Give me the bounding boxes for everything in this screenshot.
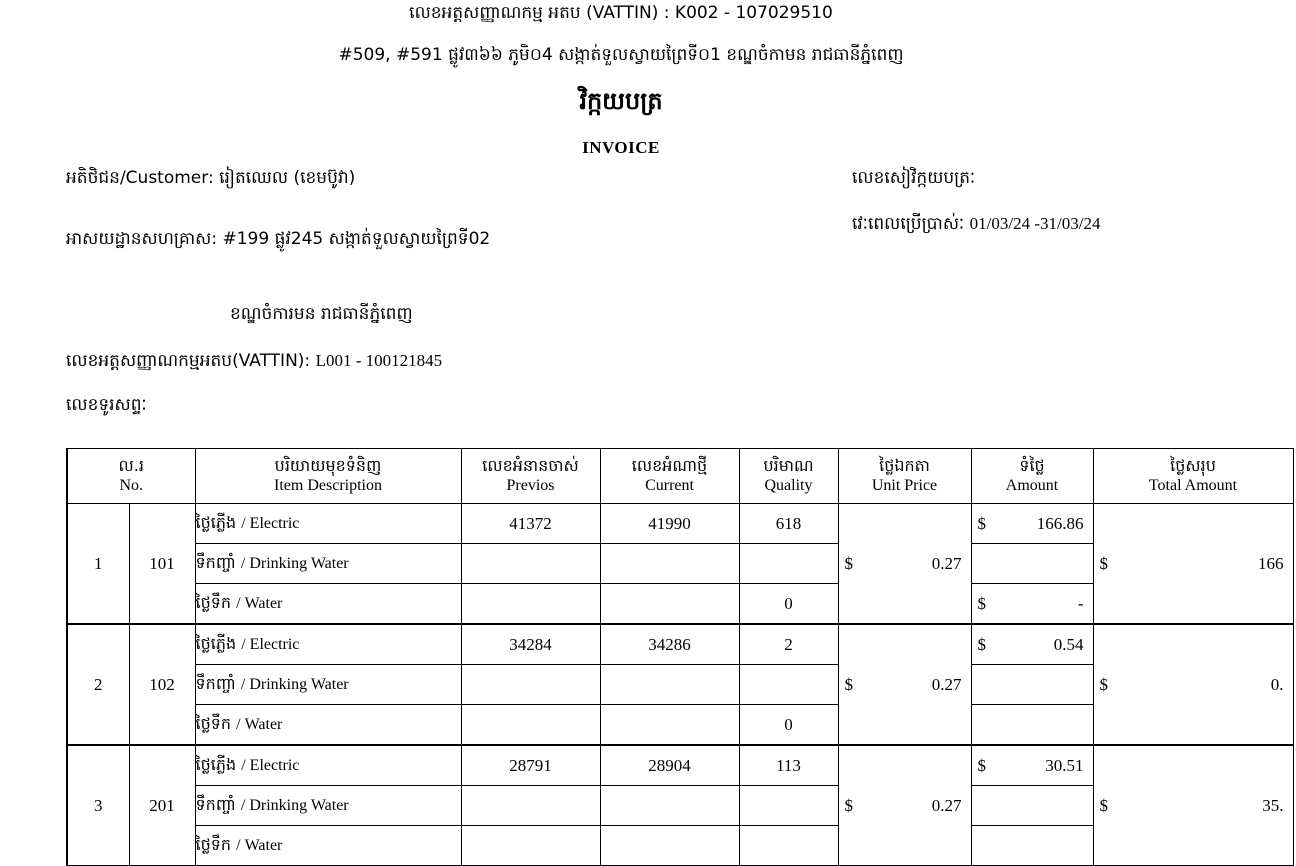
row-quality: 0 [739, 705, 838, 746]
enterprise-address-field [66, 228, 490, 253]
invoice-table-wrap [66, 448, 1296, 866]
row-amount-value: - [1077, 593, 1084, 613]
row-total-amount-value: 0. [1270, 674, 1284, 694]
col-header-quality-kh: បរិមាណ [763, 456, 814, 475]
col-header-amount-en: Amount [1005, 477, 1059, 494]
row-code: 102 [129, 624, 195, 745]
row-description-en: / Water [236, 715, 283, 733]
row-amount [971, 584, 1093, 625]
invoice-number-label: លេខសៀវិក្កយបត្រៈ [852, 168, 976, 188]
row-amount-value: 0.54 [1053, 634, 1084, 654]
customer-value: រៀតឈេល (ខេមប៊ូវា) [219, 168, 356, 188]
row-previous [461, 826, 600, 866]
row-quality [739, 665, 838, 705]
row-unit-price [838, 745, 971, 866]
row-description-en: / Electric [241, 514, 300, 532]
row-quality [739, 544, 838, 584]
customer-field [66, 167, 355, 192]
currency-symbol: $ [1099, 795, 1108, 815]
row-quality [739, 786, 838, 826]
col-header-current [600, 449, 739, 504]
col-header-current-en: Current [645, 477, 694, 494]
row-amount [971, 624, 1093, 665]
row-description [195, 544, 461, 584]
company-address-line: #509, #591 ផ្លូវ៣៦៦ ភូមិ០4 សង្កាត់ទួលស្វាយព្រៃទី០1 ខណ្ឌចំកាមន រាជធានីភ្នំពេញ [338, 45, 904, 65]
row-total-amount-value: 35. [1262, 795, 1284, 815]
row-amount [971, 504, 1093, 544]
row-description-kh: ទឹកញ្ចាំ [195, 552, 236, 572]
row-quality: 2 [739, 624, 838, 665]
row-code: 201 [129, 745, 195, 866]
document-title-khmer: វិក្កយបត្រ [579, 87, 663, 115]
row-amount [971, 745, 1093, 786]
col-header-total-amount [1093, 449, 1293, 504]
row-description [195, 826, 461, 866]
enterprise-vattin-label: លេខអត្តសញ្ញាណកម្មអតប(VATTIN): [66, 351, 311, 371]
row-total-amount [1093, 745, 1293, 866]
row-current [600, 584, 739, 625]
col-header-previous-en: Previos [506, 477, 555, 494]
row-unit-price [838, 504, 971, 625]
row-description-en: / Electric [241, 635, 300, 653]
row-amount [971, 786, 1093, 826]
row-quality [739, 826, 838, 866]
table-header-row [67, 449, 1293, 504]
row-code: 101 [129, 504, 195, 625]
col-header-unit-price [838, 449, 971, 504]
row-current: 28904 [600, 745, 739, 786]
col-header-no-kh: ល.រ [118, 456, 144, 475]
billing-period-value: 01/03/24 -31/03/24 [969, 214, 1101, 233]
row-total-amount [1093, 624, 1293, 745]
table-row [67, 624, 1293, 665]
invoice-table [66, 448, 1294, 866]
row-description-en: / Water [236, 836, 283, 854]
invoice-table-body [67, 504, 1293, 866]
row-description [195, 665, 461, 705]
col-header-unit-price-en: Unit Price [871, 477, 938, 494]
row-no: 1 [67, 504, 129, 625]
col-header-previous [461, 449, 600, 504]
row-current: 41990 [600, 504, 739, 544]
row-description-kh: ថ្លៃភ្លើង [195, 633, 237, 653]
col-header-description-en: Item Description [274, 477, 382, 494]
row-previous [461, 584, 600, 625]
col-header-description-kh: បរិយាយមុខទំនិញ [274, 456, 382, 475]
row-description-en: / Water [236, 594, 283, 612]
enterprise-address-value: #199 ផ្លូវ245 សង្កាត់ទួលស្វាយព្រៃទី02 [222, 229, 491, 249]
row-previous: 34284 [461, 624, 600, 665]
row-current [600, 786, 739, 826]
col-header-current-kh: លេខអំណាថ្មី [631, 456, 708, 475]
currency-symbol: $ [1099, 674, 1108, 694]
row-amount [971, 826, 1093, 866]
row-description-kh: ថ្លៃទឹក [195, 713, 232, 733]
enterprise-address-line2: ខណ្ឌចំការមន រាជធានីភ្នំពេញ [230, 304, 413, 324]
enterprise-vattin-value: L001 - 100121845 [315, 351, 443, 370]
enterprise-vattin-field [66, 350, 442, 375]
table-row [67, 745, 1293, 786]
col-header-total-amount-en: Total Amount [1148, 477, 1238, 494]
billing-period-label: វេៈពេលប្រើប្រាស់ៈ [852, 214, 965, 234]
currency-symbol: $ [844, 795, 853, 815]
row-no: 2 [67, 624, 129, 745]
row-description-kh: ថ្លៃភ្លើង [195, 754, 237, 774]
row-description [195, 786, 461, 826]
col-header-quality [739, 449, 838, 504]
currency-symbol: $ [844, 553, 853, 573]
row-previous [461, 786, 600, 826]
enterprise-phone-label: លេខទូរសព្ទៈ [66, 395, 147, 415]
row-previous: 41372 [461, 504, 600, 544]
row-description-kh: ថ្លៃទឹក [195, 592, 232, 612]
row-description [195, 504, 461, 544]
row-unit-price-value: 0.27 [931, 553, 962, 573]
col-header-description [195, 449, 461, 504]
col-header-amount [971, 449, 1093, 504]
company-vattin-line: លេខអត្តសញ្ញាណកម្ម អតប (VATTIN) : K002 - 107029510 [409, 3, 833, 23]
row-description-kh: ថ្លៃភ្លើង [195, 512, 237, 532]
row-previous [461, 705, 600, 746]
row-description [195, 584, 461, 625]
row-previous [461, 544, 600, 584]
row-amount-value: 166.86 [1036, 513, 1084, 533]
row-total-amount-value: 166 [1258, 553, 1284, 573]
currency-symbol: $ [844, 674, 853, 694]
row-unit-price [838, 624, 971, 745]
row-unit-price-value: 0.27 [931, 674, 962, 694]
row-description [195, 745, 461, 786]
row-quality: 0 [739, 584, 838, 625]
row-amount-value: 30.51 [1045, 755, 1084, 775]
enterprise-address-label: អាសយដ្ឋានសហគ្រាស: [66, 229, 218, 249]
row-previous: 28791 [461, 745, 600, 786]
billing-period-field [852, 213, 1100, 238]
row-current [600, 826, 739, 866]
row-quality: 113 [739, 745, 838, 786]
row-amount [971, 665, 1093, 705]
row-description-en: / Drinking Water [240, 796, 349, 814]
row-description-kh: ទឹកញ្ចាំ [195, 794, 236, 814]
col-header-unit-price-kh: ថ្លៃឯកតា [879, 456, 930, 475]
enterprise-phone-field [66, 394, 147, 419]
row-description [195, 705, 461, 746]
row-description-en: / Electric [241, 756, 300, 774]
row-current [600, 665, 739, 705]
customer-label: អតិថិជន/Customer: [66, 168, 214, 188]
row-previous [461, 665, 600, 705]
currency-symbol: $ [977, 593, 986, 613]
col-header-amount-kh: ទំថ្លៃ [1019, 456, 1045, 475]
row-current [600, 705, 739, 746]
currency-symbol: $ [977, 513, 986, 533]
row-total-amount [1093, 504, 1293, 625]
col-header-total-amount-kh: ថ្លៃសរុប [1170, 456, 1216, 475]
row-description-kh: ថ្លៃទឹក [195, 834, 232, 854]
currency-symbol: $ [977, 634, 986, 654]
row-quality: 618 [739, 504, 838, 544]
col-header-no-en: No. [119, 477, 144, 494]
row-description-en: / Drinking Water [240, 554, 349, 572]
col-header-previous-kh: លេខអំនានចាស់ [482, 456, 579, 475]
row-amount [971, 544, 1093, 584]
currency-symbol: $ [977, 755, 986, 775]
col-header-no [67, 449, 195, 504]
row-unit-price-value: 0.27 [931, 795, 962, 815]
row-amount [971, 705, 1093, 746]
row-no: 3 [67, 745, 129, 866]
table-row [67, 504, 1293, 544]
row-current [600, 544, 739, 584]
row-description [195, 624, 461, 665]
currency-symbol: $ [1099, 553, 1108, 573]
col-header-quality-en: Quality [764, 477, 813, 494]
document-title-english: INVOICE [582, 138, 660, 157]
row-description-kh: ទឹកញ្ចាំ [195, 673, 236, 693]
row-current: 34286 [600, 624, 739, 665]
row-description-en: / Drinking Water [240, 675, 349, 693]
